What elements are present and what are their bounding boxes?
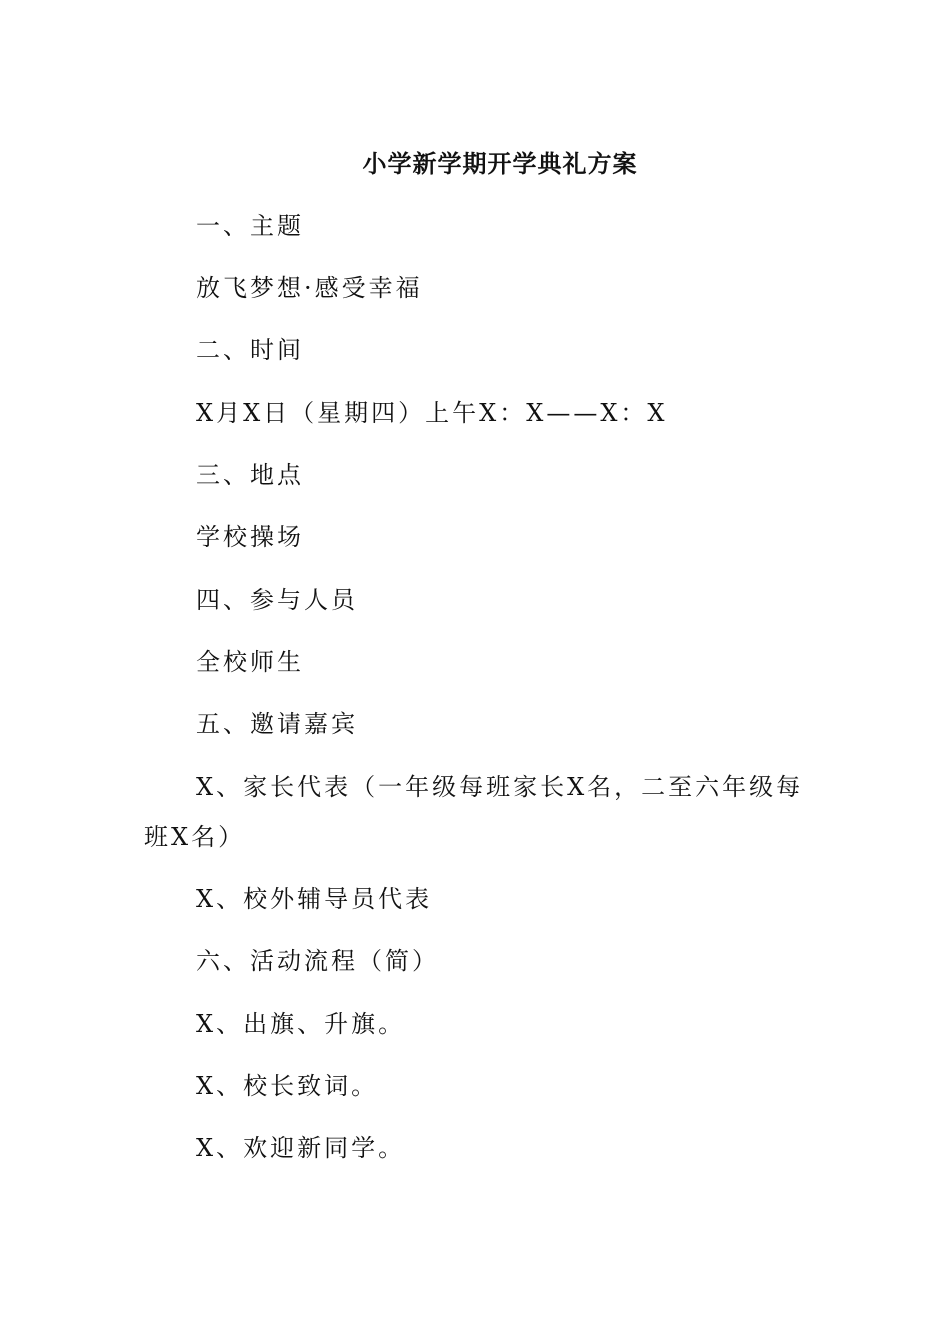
section-heading-theme: 一、主题 <box>196 212 304 240</box>
process-item-flag: X、出旗、升旗。 <box>196 1010 406 1038</box>
document-title: 小学新学期开学典礼方案 <box>362 149 638 178</box>
section-heading-time: 二、时间 <box>196 336 304 364</box>
place-text: 学校操场 <box>196 523 304 551</box>
participants-text: 全校师生 <box>196 648 304 676</box>
section-heading-place: 三、地点 <box>196 461 304 489</box>
theme-text: 放飞梦想·感受幸福 <box>196 274 423 302</box>
process-item-welcome: X、欢迎新同学。 <box>196 1134 406 1162</box>
section-heading-participants: 四、参与人员 <box>196 586 358 614</box>
section-heading-process: 六、活动流程（简） <box>196 947 439 975</box>
process-item-speech: X、校长致词。 <box>196 1072 379 1100</box>
guests-item-parents: X、家长代表（一年级每班家长X名，二至六年级每班X名） <box>144 773 804 851</box>
time-text: X月X日（星期四）上午X：X——X：X <box>196 399 668 427</box>
section-heading-guests: 五、邀请嘉宾 <box>196 710 358 738</box>
guests-item-counselors: X、校外辅导员代表 <box>196 885 433 913</box>
